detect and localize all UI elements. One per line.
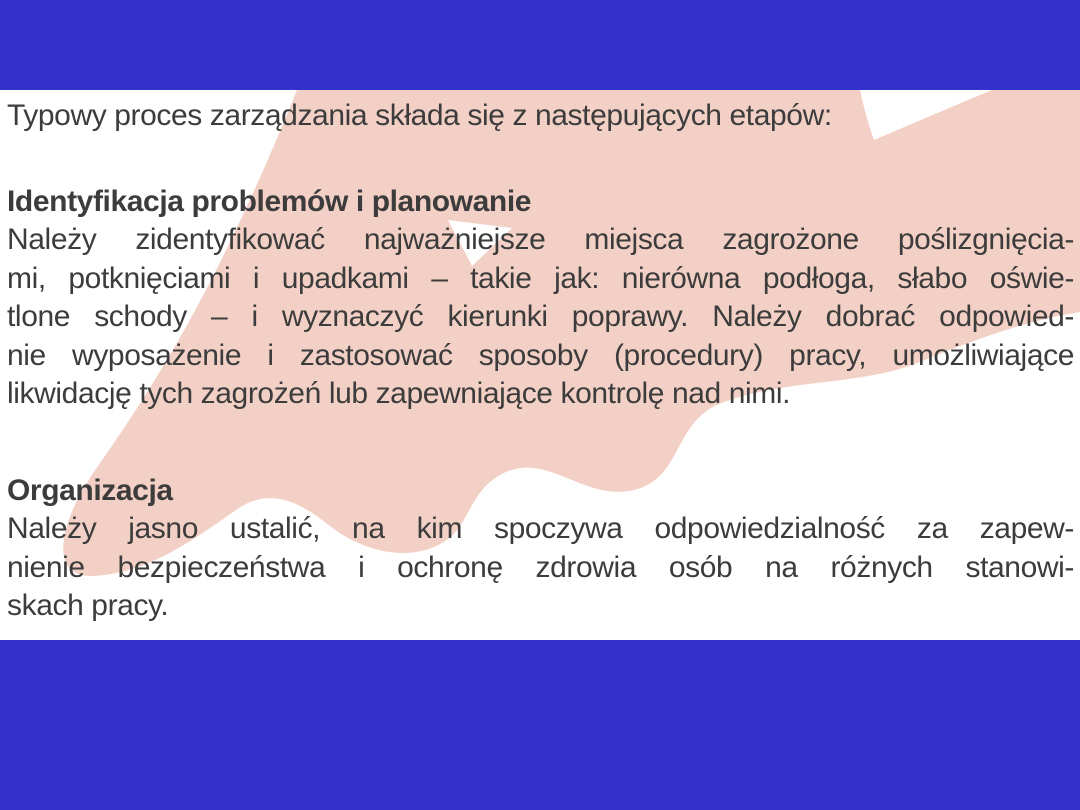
body-line: nienie bezpieczeństwa i ochronę zdrowia osób na różnych stanowi- (7, 550, 1074, 584)
section-2-heading: Organizacja (7, 473, 173, 507)
section-1-body (7, 221, 1074, 414)
content-area (0, 90, 1080, 640)
body-line: likwidację tych zagrożeń lub zapewniające kontrolę nad nimi. (7, 377, 791, 410)
intro-text: Typowy proces zarządzania składa się z następujących etapów: (7, 99, 832, 132)
body-line: Należy jasno ustalić, na kim spoczywa odpowiedzialność za zapew- (7, 512, 1074, 545)
body-line: nie wyposażenie i zastosować sposoby (procedury) pracy, umożliwiające (7, 338, 1074, 372)
body-line: Należy zidentyfikować najważniejsze miejsca zagrożone poślizgnięcia- (7, 223, 1074, 256)
section-1-heading: Identyfikacja problemów i planowanie (7, 184, 532, 218)
body-line: tlone schody – i wyznaczyć kierunki poprawy. Należy dobrać odpowied- (7, 300, 1074, 333)
text-block (0, 90, 1080, 626)
section-2-body (7, 510, 1074, 626)
body-line: mi, potknięciami i upadkami – takie jak: nierówna podłoga, słabo oświe- (7, 261, 1074, 295)
top-bar (0, 0, 1080, 90)
body-line: skach pracy. (7, 589, 169, 622)
bottom-bar (0, 640, 1080, 810)
